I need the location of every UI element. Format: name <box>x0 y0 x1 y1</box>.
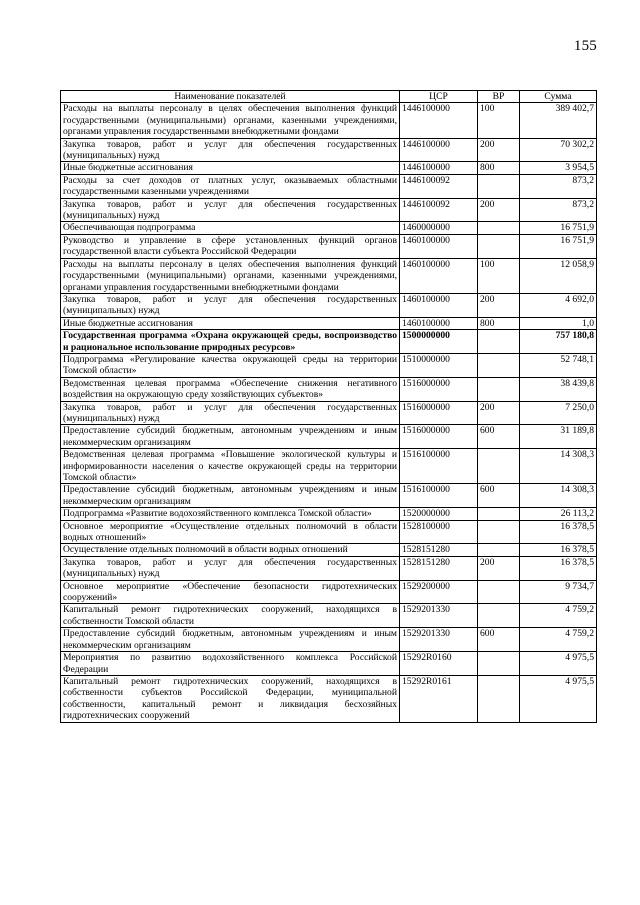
row-sum-cell: 1,0 <box>520 317 597 329</box>
table-row <box>61 628 597 652</box>
table-row <box>61 293 597 317</box>
row-sum-cell: 16 378,5 <box>520 520 597 544</box>
row-vr-cell: 100 <box>478 258 520 293</box>
table-row <box>61 138 597 162</box>
table-body <box>61 103 597 722</box>
table-row <box>61 675 597 722</box>
table-row <box>61 222 597 234</box>
row-vr-cell: 800 <box>478 162 520 174</box>
row-vr-cell: 200 <box>478 138 520 162</box>
row-name-cell: Закупка товаров, работ и услуг для обеспечения государственных (муниципальных) нужд <box>61 556 400 580</box>
row-vr-cell: 600 <box>478 484 520 508</box>
row-vr-cell <box>478 330 520 354</box>
table-row <box>61 556 597 580</box>
row-name-cell: Мероприятия по развитию водохозяйственного комплекса Российской Федерации <box>61 652 400 676</box>
row-sum-cell: 4 759,2 <box>520 604 597 628</box>
row-vr-cell <box>478 449 520 484</box>
row-vr-cell <box>478 377 520 401</box>
row-sum-cell: 52 748,1 <box>520 353 597 377</box>
row-csr-cell: 1460000000 <box>400 222 478 234</box>
row-vr-cell: 200 <box>478 198 520 222</box>
row-sum-cell: 7 250,0 <box>520 401 597 425</box>
row-csr-cell: 1529201330 <box>400 604 478 628</box>
row-csr-cell: 1529201330 <box>400 628 478 652</box>
table-row <box>61 449 597 484</box>
row-csr-cell: 1460100000 <box>400 234 478 258</box>
table-row <box>61 330 597 354</box>
row-csr-cell: 1516100000 <box>400 449 478 484</box>
row-name-cell: Подпрограмма «Развитие водохозяйственного комплекса Томской области» <box>61 508 400 520</box>
row-sum-cell: 31 189,8 <box>520 425 597 449</box>
row-csr-cell: 1520000000 <box>400 508 478 520</box>
row-vr-cell <box>478 604 520 628</box>
table-row <box>61 425 597 449</box>
row-vr-cell: 200 <box>478 293 520 317</box>
row-sum-cell: 16 378,5 <box>520 556 597 580</box>
row-name-cell: Ведомственная целевая программа «Повышение экологической культуры и информированности населения о качестве окружающей среды на территории Томской области» <box>61 449 400 484</box>
row-vr-cell: 600 <box>478 425 520 449</box>
row-sum-cell: 26 113,2 <box>520 508 597 520</box>
row-csr-cell: 15292R0160 <box>400 652 478 676</box>
row-name-cell: Капитальный ремонт гидротехнических сооружений, находящихся в собственности Томской области <box>61 604 400 628</box>
row-name-cell: Руководство и управление в сфере установленных функций органов государственной власти субъекта Российской Федерации <box>61 234 400 258</box>
row-vr-cell: 100 <box>478 103 520 138</box>
row-name-cell: Расходы за счет доходов от платных услуг, оказываемых областными государственными казенными учреждениями <box>61 174 400 198</box>
row-csr-cell: 1460100000 <box>400 317 478 329</box>
table-row <box>61 174 597 198</box>
row-sum-cell: 16 378,5 <box>520 544 597 556</box>
row-csr-cell: 1516100000 <box>400 484 478 508</box>
row-name-cell: Расходы на выплаты персоналу в целях обеспечения выполнения функций государственными (муниципальными) органами, казенными учреждениями, органами управления государственными внебюджетными фондами <box>61 258 400 293</box>
row-sum-cell: 16 751,9 <box>520 222 597 234</box>
row-csr-cell: 1460100000 <box>400 258 478 293</box>
row-sum-cell: 4 759,2 <box>520 628 597 652</box>
row-name-cell: Иные бюджетные ассигнования <box>61 317 400 329</box>
row-csr-cell: 1500000000 <box>400 330 478 354</box>
row-name-cell: Закупка товаров, работ и услуг для обеспечения государственных (муниципальных) нужд <box>61 293 400 317</box>
table-row <box>61 353 597 377</box>
row-vr-cell <box>478 652 520 676</box>
row-name-cell: Капитальный ремонт гидротехнических сооружений, находящихся в собственности субъектов Российской Федерации, муниципальной собственности, капитальный ремонт и ликвидация бесхозяйных гидротехнических сооружений <box>61 675 400 722</box>
row-csr-cell: 1528100000 <box>400 520 478 544</box>
row-sum-cell: 4 975,5 <box>520 675 597 722</box>
table-row <box>61 198 597 222</box>
row-csr-cell: 1529200000 <box>400 580 478 604</box>
row-name-cell: Подпрограмма «Регулирование качества окружающей среды на территории Томской области» <box>61 353 400 377</box>
row-sum-cell: 389 402,7 <box>520 103 597 138</box>
row-sum-cell: 4 975,5 <box>520 652 597 676</box>
table-row <box>61 377 597 401</box>
row-name-cell: Иные бюджетные ассигнования <box>61 162 400 174</box>
row-sum-cell: 38 439,8 <box>520 377 597 401</box>
header-vr: ВР <box>478 91 520 103</box>
row-vr-cell <box>478 520 520 544</box>
table-row <box>61 258 597 293</box>
row-csr-cell: 1460100000 <box>400 293 478 317</box>
table-row <box>61 652 597 676</box>
table-row <box>61 544 597 556</box>
row-sum-cell: 14 308,3 <box>520 484 597 508</box>
row-name-cell: Ведомственная целевая программа «Обеспечение снижения негативного воздействия на окружающую среду хозяйствующих субъектов» <box>61 377 400 401</box>
table-row <box>61 162 597 174</box>
row-csr-cell: 15292R0161 <box>400 675 478 722</box>
row-name-cell: Предоставление субсидий бюджетным, автономным учреждениям и иным некоммерческим организациям <box>61 425 400 449</box>
row-csr-cell: 1446100000 <box>400 162 478 174</box>
table-row <box>61 604 597 628</box>
page-number: 155 <box>573 38 597 54</box>
budget-table <box>60 90 597 723</box>
row-sum-cell: 14 308,3 <box>520 449 597 484</box>
row-name-cell: Закупка товаров, работ и услуг для обеспечения государственных (муниципальных) нужд <box>61 138 400 162</box>
row-sum-cell: 873,2 <box>520 198 597 222</box>
row-csr-cell: 1446100000 <box>400 103 478 138</box>
row-name-cell: Основное мероприятие «Обеспечение безопасности гидротехнических сооружений» <box>61 580 400 604</box>
row-vr-cell <box>478 353 520 377</box>
header-name: Наименование показателей <box>61 91 400 103</box>
row-vr-cell: 200 <box>478 556 520 580</box>
header-csr: ЦСР <box>400 91 478 103</box>
row-sum-cell: 12 058,9 <box>520 258 597 293</box>
row-csr-cell: 1516000000 <box>400 401 478 425</box>
row-name-cell: Предоставление субсидий бюджетным, автономным учреждениям и иным некоммерческим организациям <box>61 628 400 652</box>
row-vr-cell <box>478 174 520 198</box>
table-row <box>61 401 597 425</box>
row-csr-cell: 1516000000 <box>400 425 478 449</box>
row-vr-cell <box>478 508 520 520</box>
row-sum-cell: 70 302,2 <box>520 138 597 162</box>
row-vr-cell <box>478 222 520 234</box>
row-vr-cell: 800 <box>478 317 520 329</box>
row-sum-cell: 757 180,8 <box>520 330 597 354</box>
table-row <box>61 484 597 508</box>
table-header-row <box>61 91 597 103</box>
table-row <box>61 508 597 520</box>
row-vr-cell <box>478 234 520 258</box>
row-name-cell: Закупка товаров, работ и услуг для обеспечения государственных (муниципальных) нужд <box>61 401 400 425</box>
row-vr-cell: 600 <box>478 628 520 652</box>
row-csr-cell: 1510000000 <box>400 353 478 377</box>
row-csr-cell: 1446100000 <box>400 138 478 162</box>
row-name-cell: Основное мероприятие «Осуществление отдельных полномочий в области водных отношений» <box>61 520 400 544</box>
row-csr-cell: 1528151280 <box>400 544 478 556</box>
row-name-cell: Обеспечивающая подпрограмма <box>61 222 400 234</box>
row-csr-cell: 1516000000 <box>400 377 478 401</box>
row-vr-cell <box>478 675 520 722</box>
table-row <box>61 317 597 329</box>
table-row <box>61 520 597 544</box>
row-vr-cell <box>478 580 520 604</box>
row-vr-cell <box>478 544 520 556</box>
row-sum-cell: 4 692,0 <box>520 293 597 317</box>
table-row <box>61 103 597 138</box>
row-name-cell: Государственная программа «Охрана окружающей среды, воспроизводство и рациональное использование природных ресурсов» <box>61 330 400 354</box>
table-row <box>61 234 597 258</box>
row-sum-cell: 3 954,5 <box>520 162 597 174</box>
row-name-cell: Закупка товаров, работ и услуг для обеспечения государственных (муниципальных) нужд <box>61 198 400 222</box>
row-sum-cell: 873,2 <box>520 174 597 198</box>
row-csr-cell: 1446100092 <box>400 198 478 222</box>
row-sum-cell: 9 734,7 <box>520 580 597 604</box>
row-csr-cell: 1528151280 <box>400 556 478 580</box>
row-name-cell: Расходы на выплаты персоналу в целях обеспечения выполнения функций государственными (муниципальными) органами, казенными учреждениями, органами управления государственными внебюджетными фондами <box>61 103 400 138</box>
row-csr-cell: 1446100092 <box>400 174 478 198</box>
row-sum-cell: 16 751,9 <box>520 234 597 258</box>
header-sum: Сумма <box>520 91 597 103</box>
row-vr-cell: 200 <box>478 401 520 425</box>
row-name-cell: Предоставление субсидий бюджетным, автономным учреждениям и иным некоммерческим организациям <box>61 484 400 508</box>
row-name-cell: Осуществление отдельных полномочий в области водных отношений <box>61 544 400 556</box>
table-row <box>61 580 597 604</box>
